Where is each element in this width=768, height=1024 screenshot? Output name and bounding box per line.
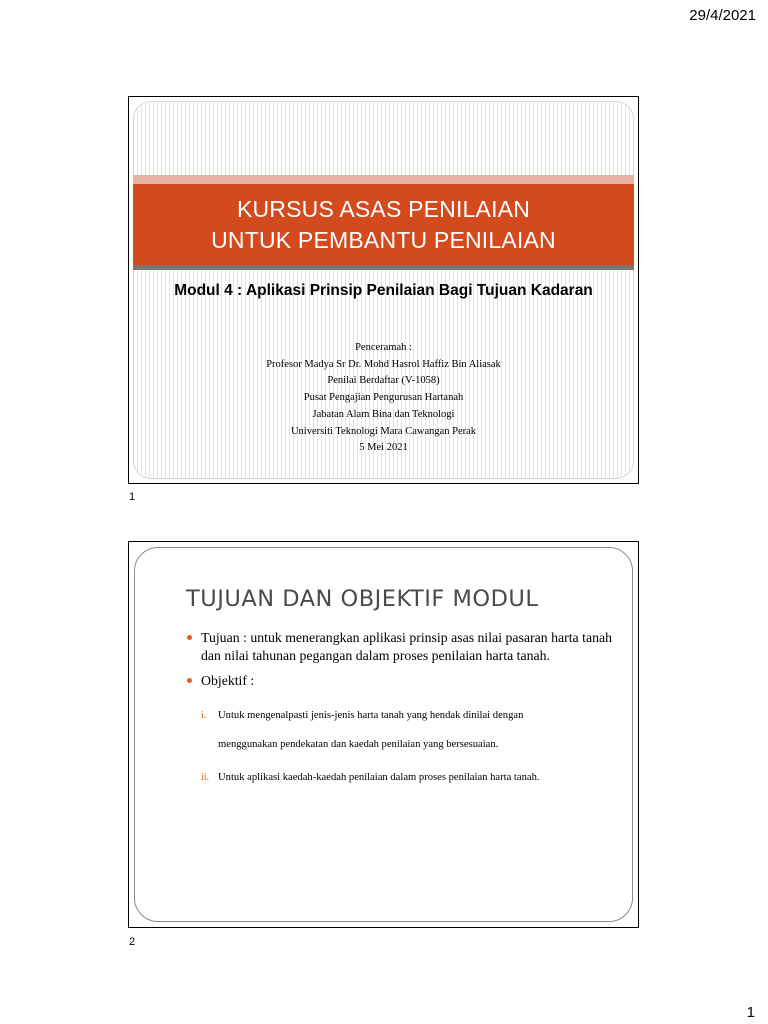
objective-list [201,701,617,792]
objective-text-line: menggunakan pendekatan dan kaedah penilaian yang bersesuaian. [218,739,499,750]
bullet-objektif [187,672,617,690]
presentation-date: 5 Mei 2021 [359,442,408,454]
objective-text-line: Untuk mengenalpasti jenis-jenis harta tanah yang hendak dinilai dengan [218,710,524,721]
title-band [133,184,634,265]
bullet-text: Objektif : [201,673,255,688]
bullet-dot-icon [187,635,192,640]
presenter-school: Pusat Pengajian Pengurusan Hartanah [303,392,464,404]
bullet-tujuan [187,629,617,665]
slide-title-line-2: UNTUK PEMBANTU PENILAIAN [211,226,556,253]
page-date: 29/4/2021 [689,7,756,24]
bullet-list [187,629,617,792]
slide-title-line-1: KURSUS ASAS PENILAIAN [236,195,531,222]
objective-item [201,701,617,759]
accent-strip [133,175,634,184]
presenter-label: Penceramah : [355,342,412,353]
objective-item [201,763,617,792]
divider-strip [133,265,634,270]
module-subtitle: Modul 4 : Aplikasi Prinsip Penilaian Bagi Tujuan Kadaran [174,282,593,299]
slide-heading: TUJUAN DAN OBJEKTIF MODUL [186,586,539,612]
slide-1 [128,96,639,484]
slide-index-2: 2 [129,936,136,948]
slide-index-1: 1 [129,491,136,503]
bullet-text: Tujuan : untuk menerangkan aplikasi prinsip asas nilai pasaran harta tanah dan nilai tahunan pegangan dalam proses penilaian harta tanah. [201,630,612,663]
presenter-university: Universiti Teknologi Mara Cawangan Perak [290,425,477,437]
objective-number: ii. [201,772,210,783]
presenter-department: Jabatan Alam Bina dan Teknologi [312,408,455,420]
presenter-name: Profesor Madya Sr Dr. Mohd Hasrol Haffiz Bin Aliasak [266,358,501,370]
presenter-info [129,340,638,457]
bullet-dot-icon [187,678,192,683]
page-number: 1 [746,1004,755,1021]
objective-text-line: Untuk aplikasi kaedah-kaedah penilaian dalam proses penilaian harta tanah. [218,772,540,783]
slide-2 [128,541,639,928]
presenter-registration: Penilai Berdaftar (V-1058) [327,375,440,387]
objective-number: i. [201,710,207,721]
